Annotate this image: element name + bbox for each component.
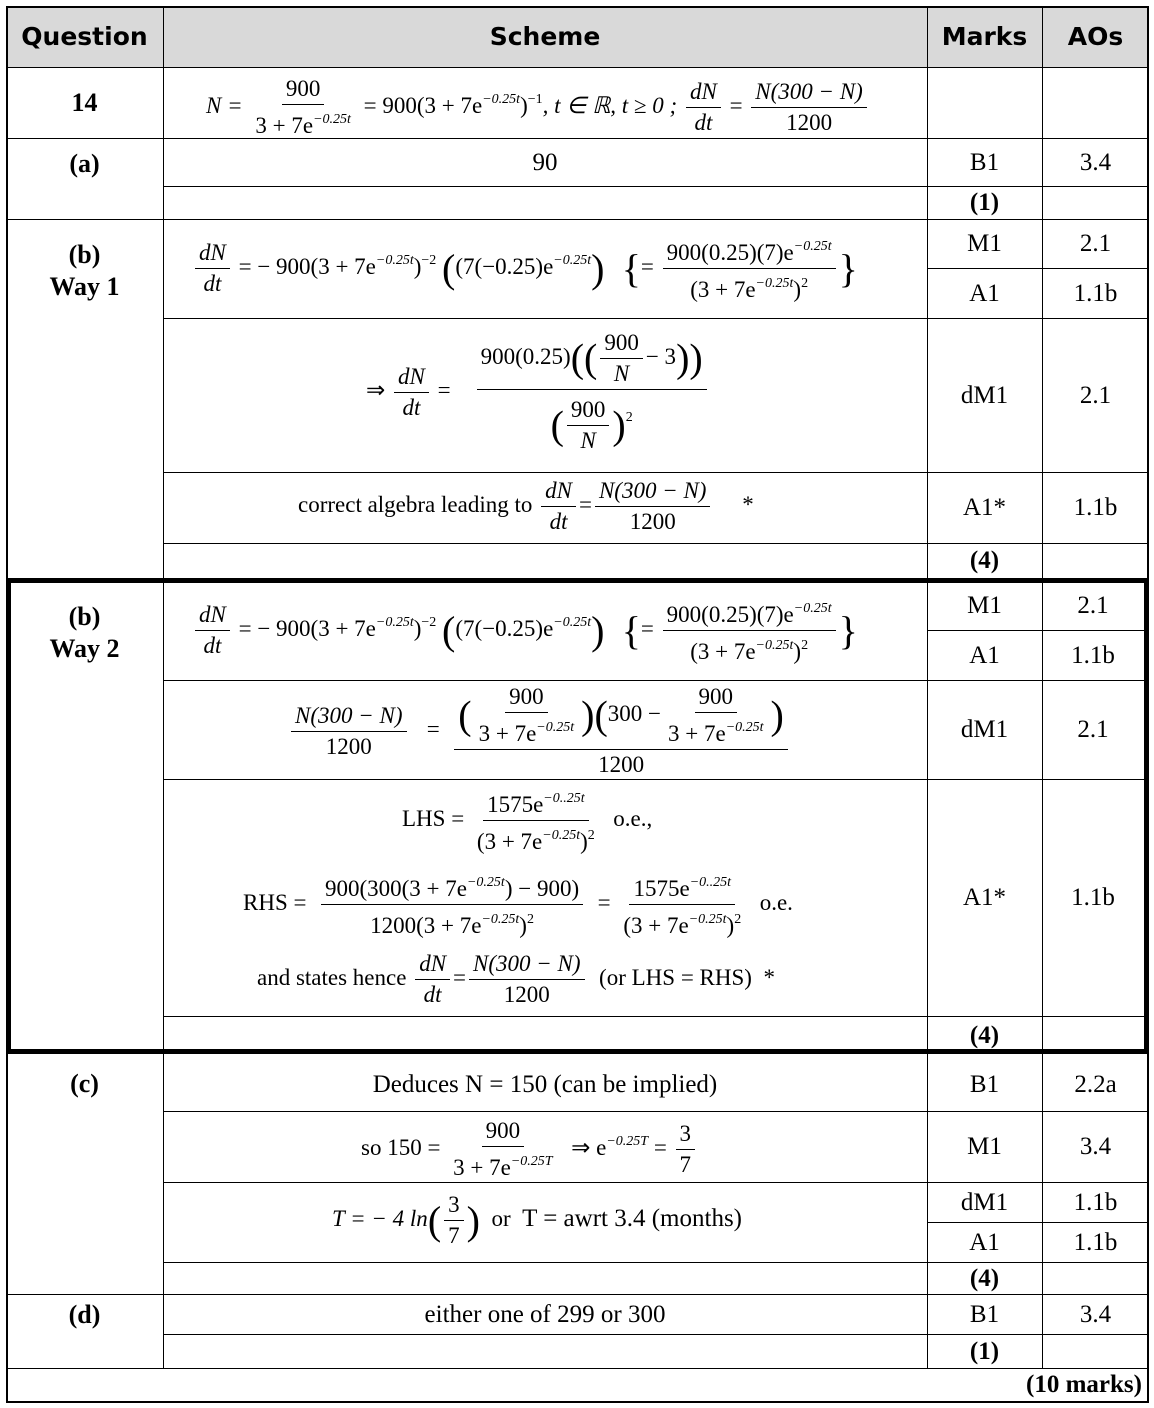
given-equation: N = $\frac{900}{3 + 7e^{-0.25t}}$ = $900(3 + 7e^{-0.25t})^{-1}$, t ∈ ℝ, t ≥ 0 ; $\frac{dN}{dt}$ = $\frac{N(300 - N)}{1200}$ bbox=[206, 74, 870, 141]
part-a-mark: B1 bbox=[969, 148, 1000, 176]
header-marks: Marks bbox=[927, 6, 1042, 67]
header-aos: AOs bbox=[1042, 6, 1149, 67]
way1-mark-3: dM1 bbox=[960, 381, 1009, 409]
way1-derivative: $\frac{dN}{dt}$ = − $900(3 + 7e^{-0.25t})^{-2}$ ($(7(-0.25)e^{-0.25t})$ {= $\frac{900(0.25)(7)e^{-0.25t}}{(3 + 7e^{-0.25t})^2}$ } bbox=[192, 232, 858, 305]
part-c-deduce: Deduces N = 150 (can be implied) bbox=[372, 1070, 718, 1098]
question-number: 14 bbox=[71, 88, 98, 117]
way2-total: (4) bbox=[969, 1021, 1000, 1049]
way1-mark-2: A1 bbox=[969, 279, 1000, 307]
way1-mark-1: M1 bbox=[967, 230, 1002, 257]
way2-mark-3: dM1 bbox=[960, 716, 1009, 743]
part-a-label: (a) bbox=[69, 149, 100, 178]
way2-lhs: LHS = $\frac{1575e^{-0..25t}}{(3 + 7e^{-0.25t})^2}$ o.e., bbox=[402, 784, 652, 857]
part-c-mark-3: dM1 bbox=[960, 1188, 1009, 1216]
part-c-mark-1: B1 bbox=[969, 1070, 1000, 1098]
part-d-answer: either one of 299 or 300 bbox=[424, 1300, 666, 1328]
way2-product: $\frac{N(300 - N)}{1200}$ = ( $\frac{900}{3 + 7e^{-0.25t}}$ )(300 − $\frac{900}{3 + 7e^{-0.25t}}$ ) 1200 bbox=[288, 682, 791, 780]
part-c-ao-1: 2.2a bbox=[1074, 1070, 1117, 1098]
way1-conclusion: correct algebra leading to $\frac{dN}{dt}$ = $\frac{N(300 - N)}{1200}$ * bbox=[298, 478, 754, 534]
way1-total: (4) bbox=[969, 547, 1000, 574]
way1-ao-3: 2.1 bbox=[1079, 381, 1112, 409]
part-c-ao-4: 1.1b bbox=[1073, 1228, 1118, 1256]
way2-conclusion: and states hence $\frac{dN}{dt}$ = $\frac{N(300 - N)}{1200}$ (or LHS = RHS) * bbox=[257, 951, 775, 1007]
header-question: Question bbox=[6, 6, 163, 67]
grand-total: (10 marks) bbox=[1026, 1371, 1142, 1398]
part-c-ao-3: 1.1b bbox=[1073, 1188, 1118, 1216]
part-c-label: (c) bbox=[70, 1069, 99, 1098]
way2-ao-4: 1.1b bbox=[1071, 884, 1115, 911]
way2-ao-2: 1.1b bbox=[1071, 641, 1115, 669]
way1-substitution: ⇒ $\frac{dN}{dt}$ = 900(0.25)(( $\frac{900}{N}$ − 3)) ( $\frac{900}{N}$ )$^2$ bbox=[366, 328, 710, 456]
part-c-total: (4) bbox=[969, 1264, 1000, 1292]
way1-ao-4: 1.1b bbox=[1073, 494, 1118, 521]
way1-ao-2: 1.1b bbox=[1073, 279, 1118, 307]
part-c-result: T = − 4 ln( $\frac{3}{7}$ ) or T = awrt 3.4 (months) bbox=[332, 1192, 743, 1248]
part-a-total: (1) bbox=[969, 189, 1000, 216]
mark-scheme-table bbox=[6, 6, 1149, 1403]
header-scheme: Scheme bbox=[163, 6, 927, 67]
way2-mark-2: A1 bbox=[969, 641, 1000, 669]
part-a-answer: 90 bbox=[532, 148, 558, 176]
part-c-ao-2: 3.4 bbox=[1079, 1133, 1112, 1160]
part-b-way1-label: (b) Way 1 bbox=[49, 240, 120, 301]
part-c-mark-2: M1 bbox=[967, 1133, 1002, 1160]
way2-ao-3: 2.1 bbox=[1077, 716, 1109, 743]
part-a-ao: 3.4 bbox=[1079, 148, 1112, 176]
part-b-way2-label: (b) Way 2 bbox=[49, 602, 120, 663]
part-d-label: (d) bbox=[68, 1300, 101, 1329]
way1-mark-4: A1* bbox=[962, 494, 1007, 521]
part-c-mark-4: A1 bbox=[969, 1228, 1000, 1256]
part-d-mark: B1 bbox=[969, 1300, 1000, 1328]
part-c-equation: so 150 = $\frac{900}{3 + 7e^{-0.25T}}$ ⇒ $e^{-0.25T}$ = $\frac{3}{7}$ bbox=[361, 1116, 698, 1183]
way2-rhs: RHS = $\frac{900(300(3 + 7e^{-0.25t}) - 900)}{1200(3 + 7e^{-0.25t})^2}$ = $\frac{1575e^{-0..25t}}{(3 + 7e^{-0.25t})^2}$ o.e. bbox=[243, 868, 793, 941]
way2-ao-1: 2.1 bbox=[1077, 592, 1109, 619]
way2-mark-1: M1 bbox=[967, 592, 1002, 619]
way1-ao-1: 2.1 bbox=[1079, 230, 1112, 257]
part-d-ao: 3.4 bbox=[1079, 1300, 1112, 1328]
way2-derivative: $\frac{dN}{dt}$ = − $900(3 + 7e^{-0.25t})^{-2}$ ($(7(-0.25)e^{-0.25t})$ {= $\frac{900(0.25)(7)e^{-0.25t}}{(3 + 7e^{-0.25t})^2}$ } bbox=[192, 594, 858, 667]
way2-mark-4: A1* bbox=[962, 884, 1007, 911]
part-d-total: (1) bbox=[969, 1337, 1000, 1365]
